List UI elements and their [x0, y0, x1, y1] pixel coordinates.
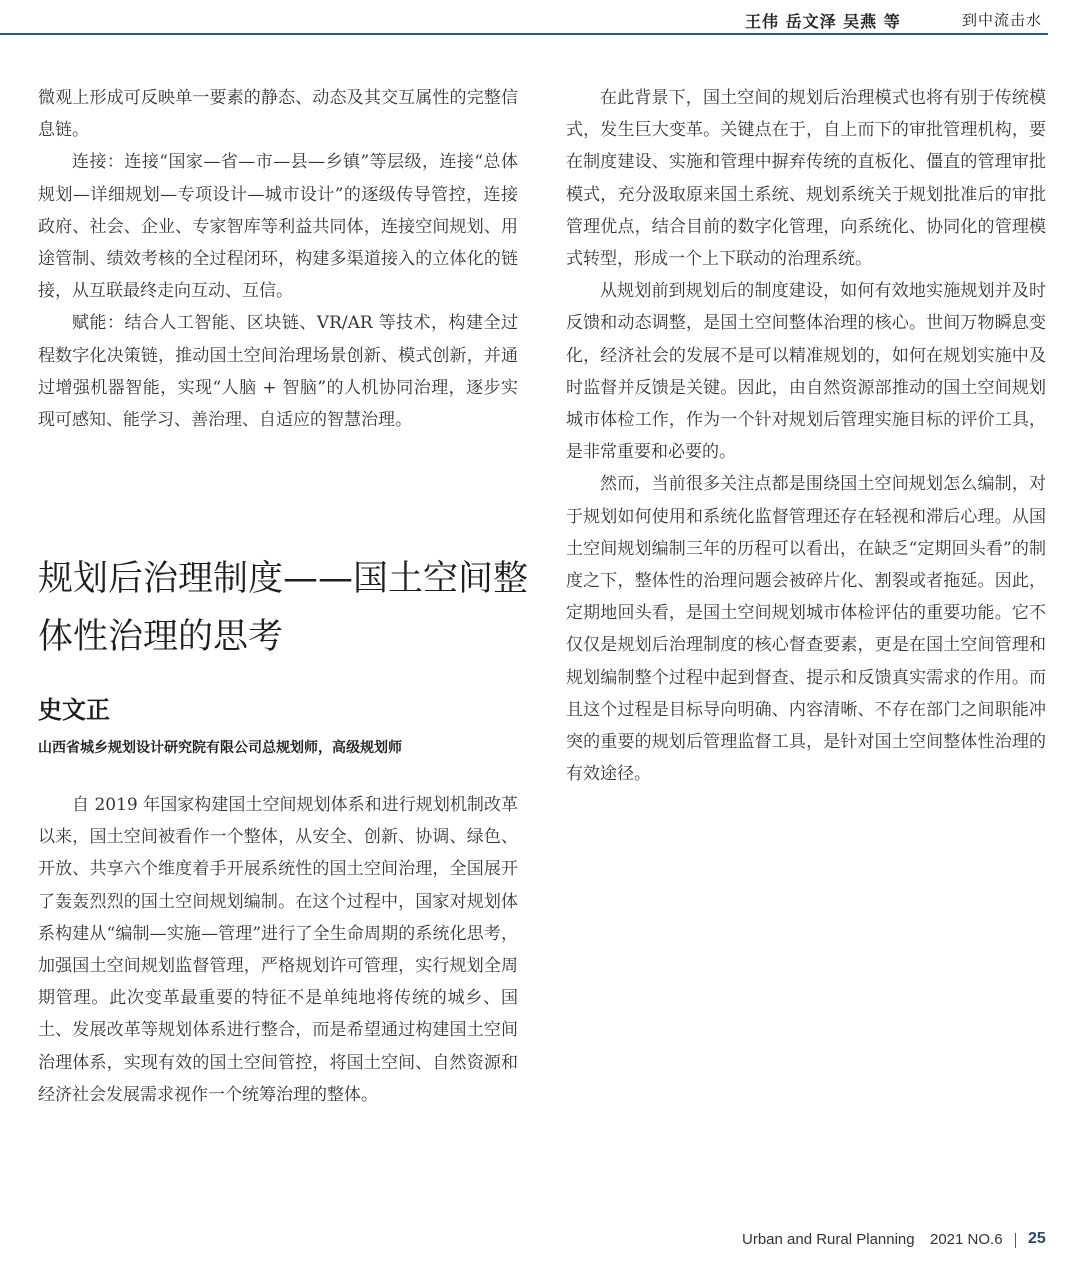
right-column: [566, 82, 1046, 790]
paragraph: 从规划前到规划后的制度建设，如何有效地实施规划并及时反馈和动态调整，是国土空间整体治理的核心。世间万物瞬息变化，经济社会的发展不是可以精准规划的，如何在规划实施中及时监督并反馈是关键。因此，由自然资源部推动的国土空间规划城市体检工作，作为一个针对规划后管理实施目标的评价工具，是非常重要和必要的。: [566, 281, 1046, 463]
paragraph: 在此背景下，国土空间的规划后治理模式也将有别于传统模式，发生巨大变革。关键点在于，自上而下的审批管理机构，要在制度建设、实施和管理中摒弃传统的直板化、僵直的管理审批模式，充分汲取原来国土系统、规划系统关于规划批准后的审批管理优点，结合目前的数字化管理，向系统化、协同化的管理模式转型，形成一个上下联动的治理系统。: [566, 88, 1046, 270]
footer-separator: [1015, 1233, 1016, 1248]
running-header: [0, 0, 1080, 40]
page-number: 25: [1028, 1230, 1046, 1247]
author-affiliation: 山西省城乡规划设计研究院有限公司总规划师，高级规划师: [38, 740, 402, 756]
paragraph: 赋能：结合人工智能、区块链、VR/AR 等技术，构建全过程数字化决策链，推动国土空间治理场景创新、模式创新，并通过增强机器智能，实现“人脑 + 智脑”的人机协同治理，逐步实现可感知、能学习、善治理、自适应的智慧治理。: [38, 313, 518, 431]
header-authors: 王伟 岳文泽 吴燕 等: [745, 12, 901, 31]
section-title: 规划后治理制度——国土空间整体性治理的思考: [38, 559, 529, 657]
header-rule: [0, 33, 1048, 35]
header-column-name: 到中流击水: [962, 11, 1043, 29]
left-column-bottom: [38, 789, 518, 1111]
left-column-top: [38, 82, 518, 436]
author-name: 史文正: [38, 696, 110, 724]
paragraph: 然而，当前很多关注点都是围绕国土空间规划怎么编制，对于规划如何使用和系统化监督管理还存在轻视和滞后心理。从国土空间规划编制三年的历程可以看出，在缺乏“定期回头看”的制度之下，整体性的治理问题会被碎片化、割裂或者拖延。因此，定期地回头看，是国土空间规划城市体检评估的重要功能。它不仅仅是规划后治理制度的核心督查要素，更是在国土空间管理和规划编制整个过程中起到督查、提示和反馈真实需求的作用。而且这个过程是目标导向明确、内容清晰、不存在部门之间职能冲突的重要的规划后管理监督工具，是针对国土空间整体性治理的有效途径。: [566, 474, 1046, 785]
page-footer: [742, 1229, 1052, 1253]
journal-name: Urban and Rural Planning: [742, 1231, 915, 1248]
issue-number: 2021 NO.6: [930, 1231, 1003, 1248]
paragraph: 自 2019 年国家构建国土空间规划体系和进行规划机制改革以来，国土空间被看作一个整体，从安全、创新、协调、绿色、开放、共享六个维度着手开展系统性的国土空间治理，全国展开了轰轰烈烈的国土空间规划编制。在这个过程中，国家对规划体系构建从“编制—实施—管理”进行了全生命周期的系统化思考，加强国土空间规划监督管理，严格规划许可管理，实行规划全周期管理。此次变革最重要的特征不是单纯地将传统的城乡、国土、发展改革等规划体系进行整合，而是希望通过构建国土空间治理体系，实现有效的国土空间管控，将国土空间、自然资源和经济社会发展需求视作一个统筹治理的整体。: [38, 795, 518, 1105]
paragraph: 连接：连接“国家—省—市—县—乡镇”等层级，连接“总体规划—详细规划—专项设计—城市设计”的逐级传导管控，连接政府、社会、企业、专家智库等利益共同体，连接空间规划、用途管制、绩效考核的全过程闭环，构建多渠道接入的立体化的链接，从互联最终走向互动、互信。: [38, 152, 518, 302]
paragraph: 微观上形成可反映单一要素的静态、动态及其交互属性的完整信息链。: [38, 88, 518, 141]
